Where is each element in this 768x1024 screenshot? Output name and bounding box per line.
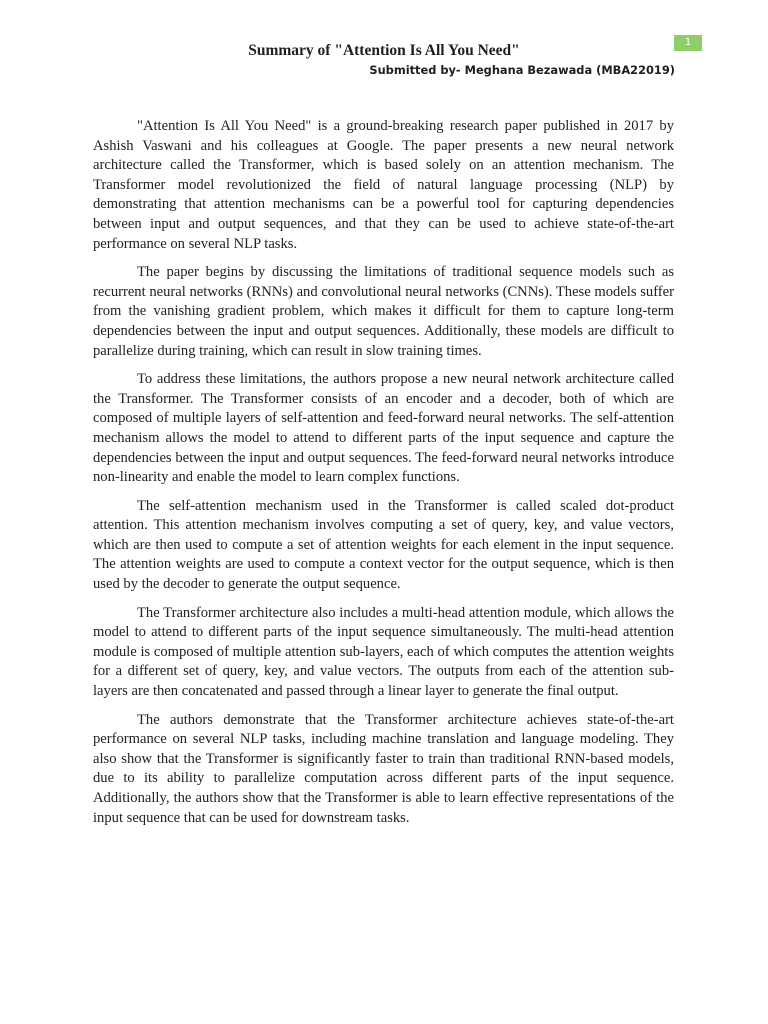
paragraph-1: "Attention Is All You Need" is a ground-breaking research paper published in 2017 by Ashish Vaswani and his colleagues at Google. The paper presents a new neural network architecture called the Transformer, which is based solely on an attention mechanism. The Transformer model revolutionized the field of natural language processing (NLP) by demonstrating that attention mechanisms can be a powerful tool for capturing dependencies between input and output sequences, and that they can be used to achieve state-of-the-art performance on several NLP tasks. bbox=[93, 118, 674, 252]
paragraph-4: The self-attention mechanism used in the Transformer is called scaled dot-product attention. This attention mechanism involves computing a set of query, key, and value vectors, which are then used to compute a set of attention weights for each element in the input sequence. The attention weights are used to compute a context vector for the output sequence, which is then used by the decoder to generate the output sequence. bbox=[93, 497, 674, 593]
document-body bbox=[93, 117, 674, 837]
paragraph-3: To address these limitations, the authors propose a new neural network architecture called the Transformer. The Transformer consists of an encoder and a decoder, both of which are composed of multiple layers of self-attention and feed-forward neural networks. The self-attention mechanism allows the model to attend to different parts of the input sequence and capture the dependencies between the input and output sequences. The feed-forward neural networks introduce non-linearity and enable the model to learn complex functions. bbox=[93, 371, 674, 486]
author-byline: Submitted by- Meghana Bezawada (MBA22019) bbox=[369, 63, 675, 77]
paragraph-6: The authors demonstrate that the Transformer architecture achieves state-of-the-art performance on several NLP tasks, including machine translation and language modeling. They also show that the Transformer is significantly faster to train than traditional RNN-based models, due to its ability to parallelize computation across different parts of the input sequence. Additionally, the authors show that the Transformer is able to learn effective representations of the input sequence that can be used for downstream tasks. bbox=[93, 711, 674, 826]
paragraph-2: The paper begins by discussing the limitations of traditional sequence models such as recurrent neural networks (RNNs) and convolutional neural networks (CNNs). These models suffer from the vanishing gradient problem, which makes it difficult for them to capture long-term dependencies between the input and output sequences. Additionally, these models are difficult to parallelize during training, which can result in slow training times. bbox=[93, 264, 674, 359]
page-number-badge: 1 bbox=[674, 35, 702, 51]
paragraph-5: The Transformer architecture also includes a multi-head attention module, which allows the model to attend to different parts of the input sequence simultaneously. The multi-head attention module is composed of multiple attention sub-layers, each of which computes the attention weights for a different set of query, key, and value vectors. The outputs from each of the attention sub-layers are then concatenated and passed through a linear layer to generate the final output. bbox=[93, 604, 674, 700]
document-title: Summary of "Attention Is All You Need" bbox=[248, 42, 520, 59]
